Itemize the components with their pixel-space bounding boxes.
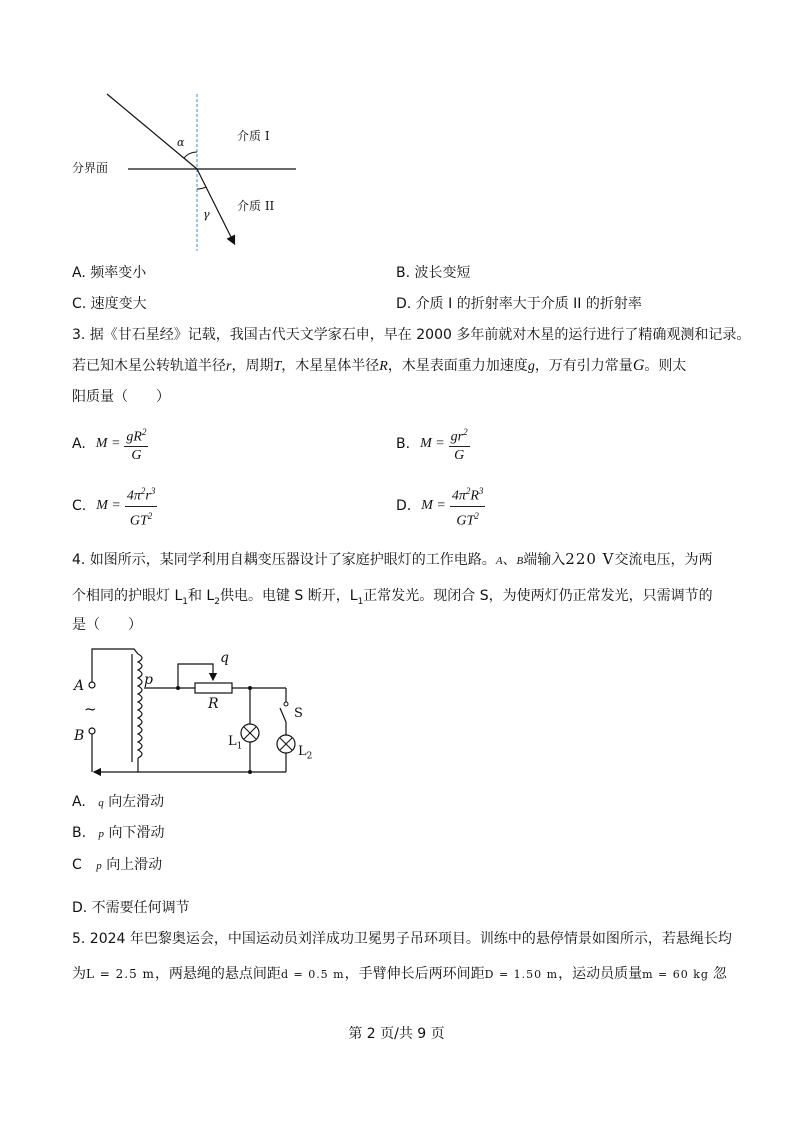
switch-s [280, 708, 286, 722]
q4-var-B: B [516, 555, 524, 567]
q4-var-A: A [495, 555, 503, 567]
medium1-label: 介质 I [237, 129, 270, 143]
numerator-var: r [145, 488, 151, 504]
label-B: B [74, 728, 85, 744]
q4-text: 、 [502, 552, 517, 568]
subscript: 1 [357, 596, 364, 607]
numerator: gr [450, 429, 464, 445]
q3-option-d[interactable] [396, 485, 485, 529]
q5-stem-line2 [72, 964, 727, 985]
label-L2: $L_2$ [298, 744, 313, 762]
q4-option-d[interactable]: D. 不需要任何调节 [72, 900, 190, 916]
q3-stem-line1: 3. 据《甘石星经》记载，我国古代天文学家石申，早在 2000 多年前就对木星的运行进行了精确观测和记录。 [72, 327, 751, 343]
medium2-label: 介质 II [237, 199, 275, 213]
wire-a [92, 649, 138, 682]
q5-stem-line1: 5. 2024 年巴黎奥运会，中国运动员刘洋成功卫冕男子吊环项目。训练中的悬停情景如图所示，若悬绳长均 [72, 931, 732, 947]
q4-text: 端输入 [523, 552, 566, 568]
q3-stem-line2 [72, 356, 686, 377]
terminal-a [89, 682, 95, 688]
option-var: p [98, 828, 105, 840]
formula-fraction [450, 483, 486, 529]
formula-lhs: M = [95, 436, 121, 451]
q3-text: ，木星表面重力加速度 [387, 358, 528, 374]
q3-var-g: g [527, 359, 535, 374]
option-label: C [72, 857, 82, 873]
q2-option-c[interactable]: C. 速度变大 [72, 296, 147, 312]
interface-label: 分界面 [72, 161, 109, 175]
q4-stem-line2 [72, 586, 713, 612]
label-L1: $L_1$ [228, 734, 243, 752]
ac-source-symbol: ~ [84, 700, 97, 718]
label-p: p [144, 672, 153, 688]
q4-text: 交流电压，为两 [614, 552, 713, 568]
wire-bottom [138, 758, 286, 772]
q4-text: 个相同的护眼灯 L [72, 588, 183, 604]
q3-var-G: G [632, 357, 645, 374]
numerator-var: R [470, 488, 479, 504]
q5-text: ，运动员质量 [558, 966, 643, 982]
numerator: 4π [126, 488, 141, 504]
option-label: C. [72, 498, 87, 514]
q5-distance-D: D = 1.50 m [484, 968, 559, 981]
q5-text: 为 [72, 966, 86, 982]
exponent: 3 [478, 485, 484, 496]
q3-text: ，周期 [231, 358, 274, 374]
q3-stem-line3: 阳质量（ ） [72, 389, 170, 405]
subscript: 1 [182, 596, 188, 607]
option-label: A. [72, 436, 86, 452]
numerator: 4π [451, 488, 466, 504]
q2-option-d[interactable]: D. 介质 I 的折射率大于介质 II 的折射率 [396, 296, 642, 312]
q3-option-a[interactable] [72, 424, 148, 464]
option-label: B. [396, 436, 411, 452]
gamma-label: γ [203, 208, 210, 221]
denominator: GT [456, 513, 475, 529]
option-label: A. [72, 794, 86, 810]
option-label: B. [72, 825, 87, 841]
label-R: R [208, 696, 219, 712]
q3-var-T: T [273, 359, 282, 374]
label-A: A [74, 678, 85, 694]
q4-option-b[interactable] [72, 823, 164, 844]
exponent: 2 [140, 485, 146, 496]
option-var: q [98, 797, 104, 809]
option-var: p [96, 860, 102, 872]
formula-lhs: M = [96, 498, 121, 513]
q5-text: 忽 [712, 966, 727, 982]
option-text: 向下滑动 [108, 825, 165, 841]
q5-length: L = 2.5 m [86, 967, 155, 981]
q5-distance-d: d = 0.5 m [280, 968, 345, 981]
formula-fraction [125, 483, 157, 529]
q5-mass: m = 60 kg [642, 968, 709, 981]
q3-text: ，木星星体半径 [281, 358, 380, 374]
denominator: G [454, 448, 465, 464]
alpha-arc [184, 152, 197, 158]
q3-text: ，万有引力常量 [534, 358, 633, 374]
exponent: 2 [465, 485, 471, 496]
q3-var-r: r [226, 359, 232, 374]
exponent: 3 [150, 485, 156, 496]
circuit-svg [68, 644, 328, 779]
switch-s-contact [284, 702, 288, 706]
denominator: GT [129, 513, 148, 529]
exponent: 2 [147, 510, 153, 521]
denominator: G [131, 448, 142, 464]
q4-stem-line3: 是（ ） [72, 617, 142, 633]
formula-fraction [449, 424, 470, 465]
q3-option-b[interactable] [396, 424, 470, 464]
subscript: 2 [214, 596, 220, 607]
option-text: 向上滑动 [106, 857, 163, 873]
node [248, 770, 252, 774]
page-number: 第 2 页/共 9 页 [348, 1026, 445, 1042]
numerator: gR [126, 429, 142, 445]
q4-option-c[interactable] [72, 855, 162, 876]
exponent: 2 [463, 426, 468, 437]
q5-text: ，手臂伸长后两环间距 [344, 966, 485, 982]
q4-text: 正常发光。现闭合 S，为使两灯仍正常发光，只需调节的 [363, 588, 713, 604]
incident-ray [107, 94, 197, 169]
formula-fraction [124, 424, 148, 465]
refraction-diagram [60, 88, 310, 253]
q2-option-a[interactable]: A. 频率变小 [72, 265, 147, 281]
q4-stem-line1 [72, 549, 713, 571]
q3-text: 。则太 [644, 358, 687, 374]
circuit-diagram [68, 644, 328, 779]
q4-option-a[interactable] [72, 792, 164, 813]
formula-lhs: M = [420, 436, 445, 451]
autotransformer-coil [138, 654, 142, 758]
q4-voltage: 220 V [565, 550, 615, 568]
exponent: 2 [141, 426, 147, 437]
q3-text: 若已知木星公转轨道半径 [72, 358, 226, 374]
q5-text: ，两悬绳的悬点间距 [154, 966, 281, 982]
formula-lhs: M = [421, 498, 446, 513]
q4-text: 供电。电键 S 断开，L [219, 588, 358, 604]
q3-var-R: R [379, 359, 388, 374]
q4-text: 和 L [187, 588, 215, 604]
q3-option-c[interactable] [72, 485, 157, 529]
q4-text: 4. 如图所示，某同学利用自耦变压器设计了家庭护眼灯的工作电路。 [72, 552, 496, 568]
alpha-label: α [177, 136, 185, 149]
terminal-b [89, 728, 95, 734]
option-text: 向左滑动 [108, 794, 165, 810]
q2-option-b[interactable]: B. 波长变短 [396, 265, 471, 281]
option-label: D. [396, 498, 412, 514]
rheostat-r [195, 683, 232, 693]
label-q: q [220, 650, 229, 666]
gamma-arc [197, 187, 206, 189]
exponent: 2 [474, 510, 479, 521]
label-S: S [294, 706, 303, 721]
